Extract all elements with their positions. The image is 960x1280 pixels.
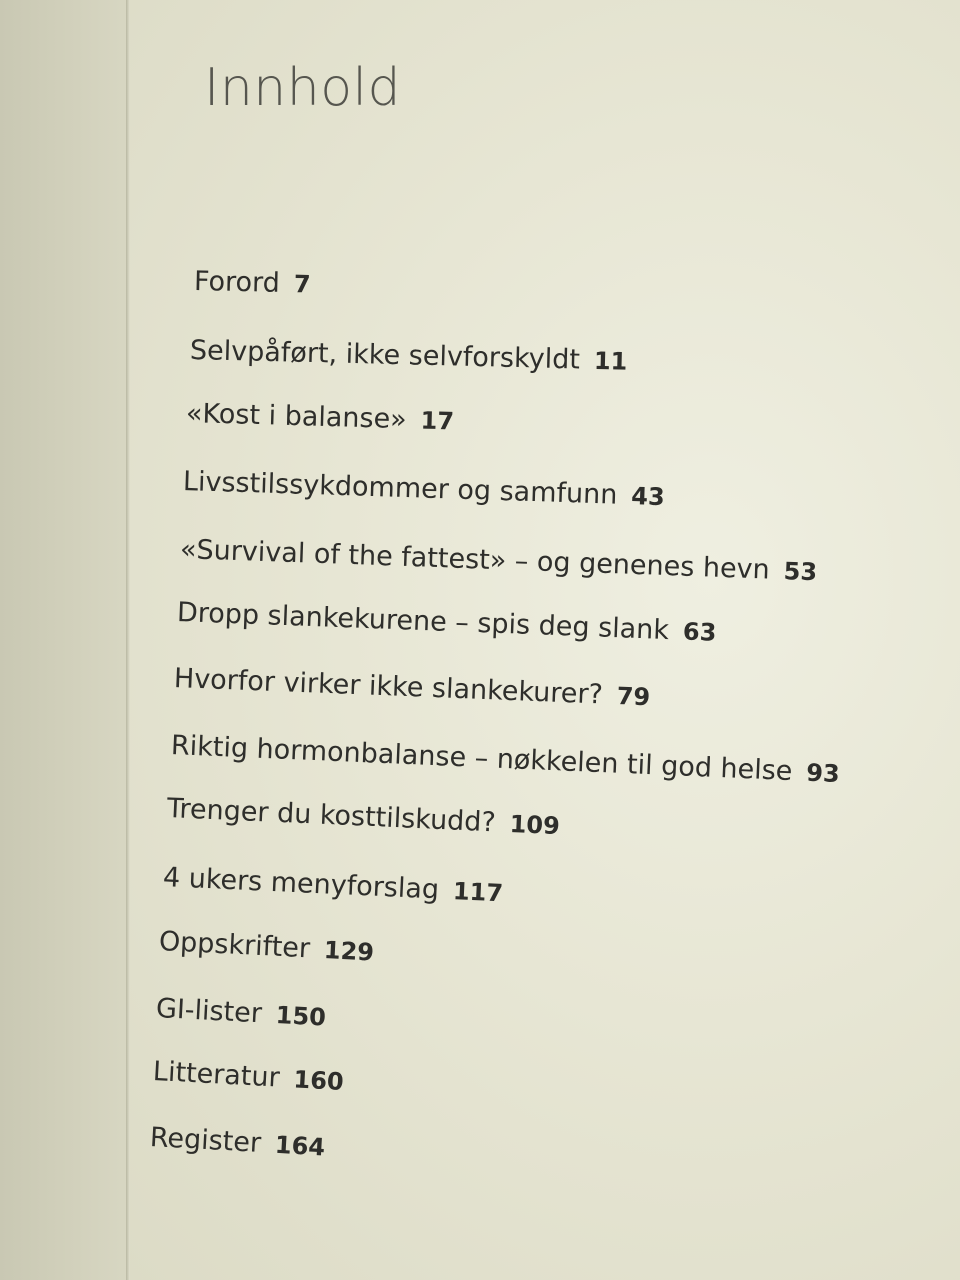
toc-entry-label: «Survival of the fattest» – og genenes hevn (179, 534, 771, 586)
toc-entry-page: 164 (274, 1130, 326, 1162)
toc-entry-page: 150 (275, 1001, 327, 1032)
toc-entry-page: 63 (682, 617, 717, 647)
toc-entry-page: 117 (452, 877, 504, 908)
page-title: Innhold (204, 58, 401, 118)
toc-entry-page: 53 (783, 557, 818, 587)
toc-entry-page: 109 (509, 809, 561, 841)
toc-entry-label: Oppskrifter (158, 926, 311, 965)
toc-entry-label: Dropp slankekurene – spis deg slank (176, 597, 670, 647)
toc-entry-label: Riktig hormonbalanse – nøkkelen til god helse (170, 730, 794, 788)
toc-entry-label: Forord (193, 266, 281, 299)
toc-entry-label: Selvpåført, ikke selvforskyldt (189, 335, 581, 376)
toc-entry-label: Litteratur (152, 1056, 281, 1094)
toc-entry (194, 266, 311, 299)
toc-entry-page: 93 (805, 758, 841, 789)
toc-entry-page: 17 (420, 406, 455, 436)
toc-entry-label: Livsstilssykdommer og samfunn (182, 466, 618, 511)
toc-entry-page: 129 (323, 936, 375, 967)
toc-entry-label: «Kost i balanse» (185, 398, 408, 436)
book-spine-shadow (0, 0, 140, 1280)
toc-entry-label: 4 ukers menyforslag (162, 862, 440, 906)
toc-entry-page: 79 (616, 682, 651, 712)
toc-entry-page: 160 (292, 1065, 345, 1096)
toc-entry-label: Hvorfor virker ikke slankekurer? (173, 663, 604, 711)
page-edge (126, 0, 130, 1280)
toc-entry-label: Trenger du kosttilskudd? (166, 793, 497, 839)
toc-entry-page: 7 (293, 270, 311, 299)
toc-entry-page: 11 (593, 346, 628, 376)
toc-entry-label: Register (149, 1122, 262, 1159)
toc-entry-label: GI-lister (155, 993, 263, 1030)
toc-entry-page: 43 (630, 482, 666, 512)
